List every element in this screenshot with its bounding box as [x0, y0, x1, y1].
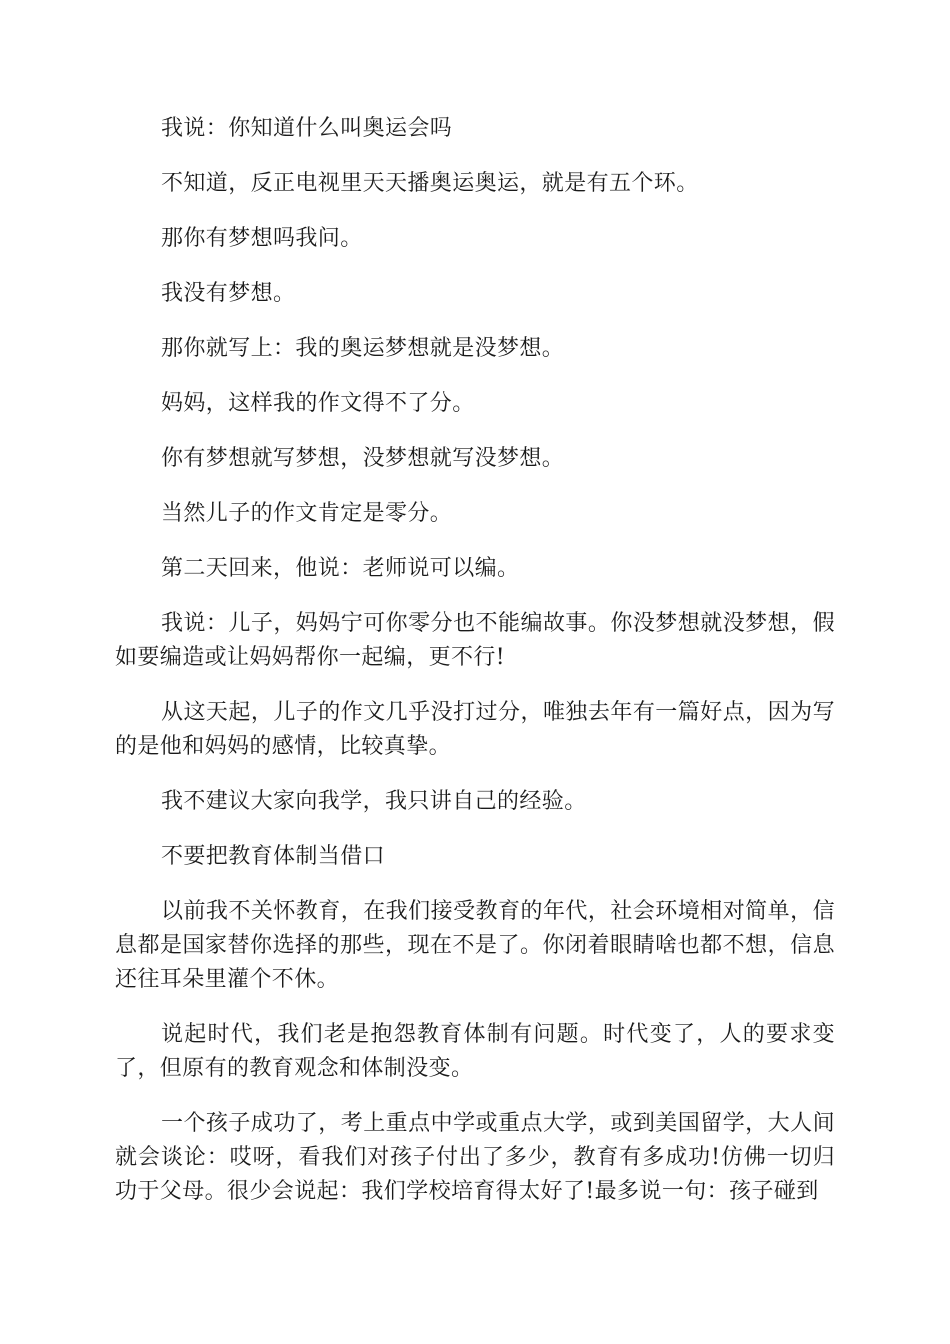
paragraph: 我说：你知道什么叫奥运会吗	[161, 116, 453, 141]
paragraph: 我不建议大家向我学，我只讲自己的经验。	[161, 789, 587, 814]
paragraph: 那你就写上：我的奥运梦想就是没梦想。	[161, 336, 565, 361]
paragraph: 妈妈，这样我的作文得不了分。	[161, 391, 475, 416]
paragraph: 那你有梦想吗我问。	[161, 226, 363, 251]
paragraph: 一个孩子成功了，考上重点中学或重点大学，或到美国留学，大人间就会谈论：哎呀，看我们对孩子付出了多少，教育有多成功!仿佛一切归功于父母。很少会说起：我们学校培育得太好了!最多说一句：孩子碰到	[115, 1111, 835, 1204]
paragraph: 我没有梦想。	[161, 281, 296, 306]
paragraph: 说起时代，我们老是抱怨教育体制有问题。时代变了，人的要求变了，但原有的教育观念和体制没变。	[115, 1022, 835, 1081]
paragraph: 以前我不关怀教育，在我们接受教育的年代，社会环境相对简单，信息都是国家替你选择的那些，现在不是了。你闭着眼睛啥也都不想，信息还往耳朵里灌个不休。	[115, 899, 835, 992]
paragraph: 第二天回来，他说：老师说可以编。	[161, 556, 520, 581]
paragraph: 你有梦想就写梦想，没梦想就写没梦想。	[161, 446, 565, 471]
paragraph: 我说：儿子，妈妈宁可你零分也不能编故事。你没梦想就没梦想，假如要编造或让妈妈帮你一起编，更不行!	[115, 611, 835, 670]
paragraph: 不知道，反正电视里天天播奥运奥运，就是有五个环。	[161, 171, 699, 196]
section-heading: 不要把教育体制当借口	[161, 844, 386, 869]
document-page	[115, 112, 835, 1230]
paragraph: 从这天起，儿子的作文几乎没打过分，唯独去年有一篇好点，因为写的是他和妈妈的感情，比较真挚。	[115, 700, 835, 759]
paragraph: 当然儿子的作文肯定是零分。	[161, 501, 453, 526]
